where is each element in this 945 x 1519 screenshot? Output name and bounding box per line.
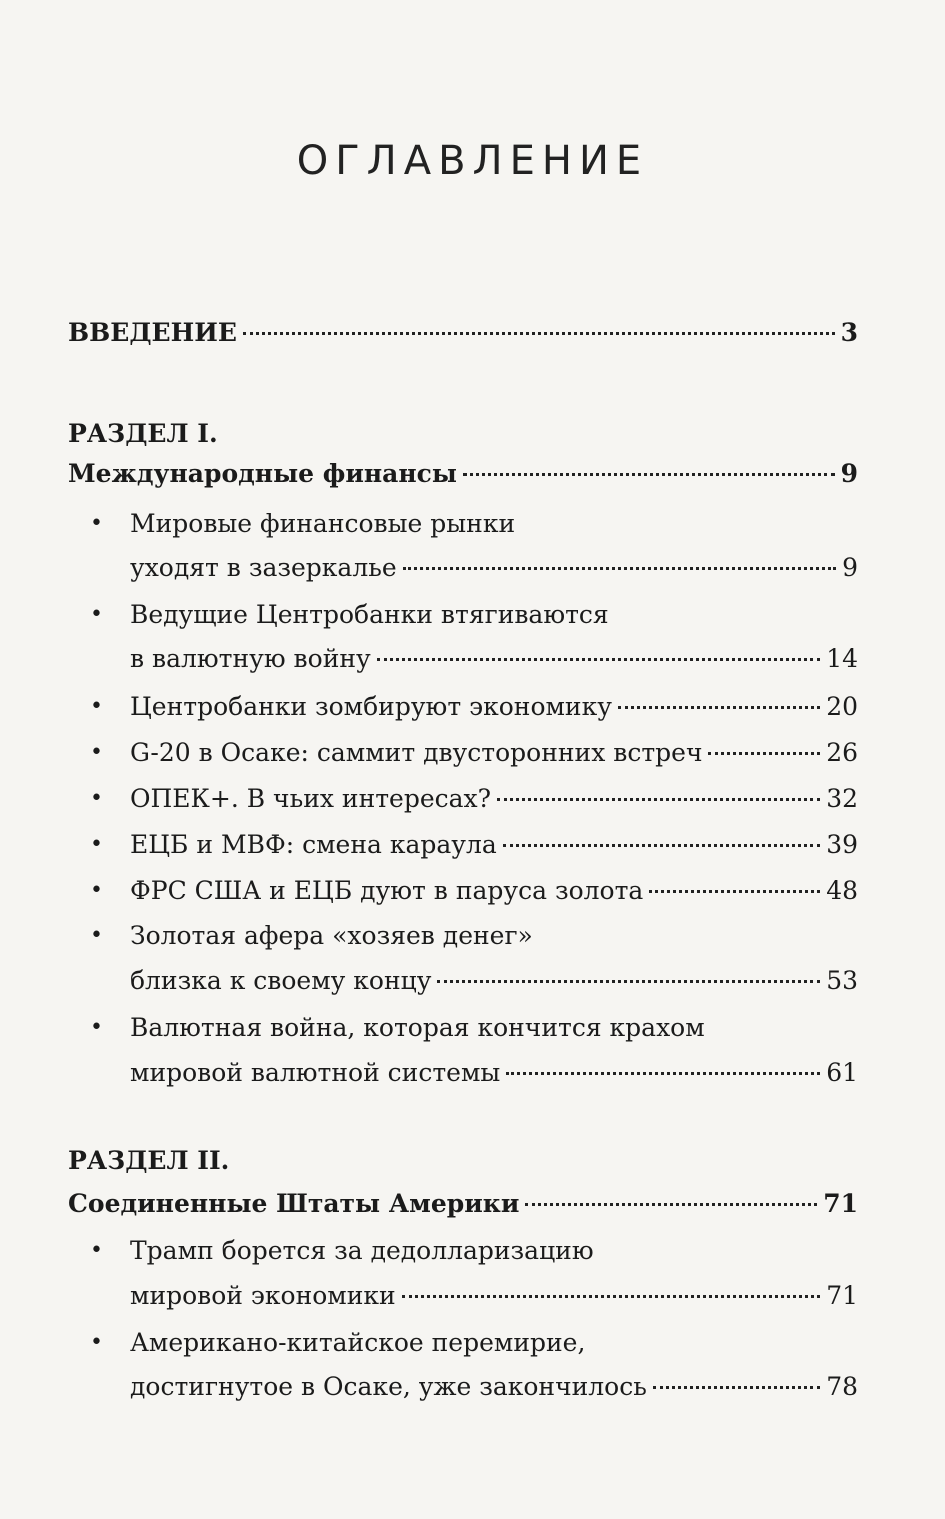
toc-entry[interactable] <box>130 545 858 590</box>
entry-label-line1: Золотая афера «хозяев денег» <box>130 921 533 950</box>
entry-label: в валютную войну <box>130 644 371 673</box>
dot-leader <box>402 1295 821 1298</box>
entry-page: 71 <box>823 1189 858 1218</box>
entry-label: ФРС США и ЕЦБ дуют в паруса золота <box>130 876 644 905</box>
entry-page: 39 <box>826 830 858 859</box>
entry-label: Соединенные Штаты Америки <box>68 1189 520 1218</box>
bullet-icon: • <box>90 1238 103 1263</box>
toc-entry[interactable] <box>130 1273 858 1318</box>
bullet-icon: • <box>90 878 103 903</box>
entry-page: 61 <box>826 1058 858 1087</box>
dot-leader <box>497 798 820 801</box>
page-title: ОГЛАВЛЕНИЕ <box>296 138 649 184</box>
toc-entry[interactable] <box>130 636 858 681</box>
entry-label-line1: Валютная война, которая кончится крахом <box>130 1013 705 1042</box>
entry-label: ЕЦБ и МВФ: смена караула <box>130 830 497 859</box>
dot-leader <box>503 844 820 847</box>
toc-entry-section-title[interactable] <box>68 451 858 496</box>
dot-leader <box>618 706 820 709</box>
entry-label: мировой валютной системы <box>130 1058 501 1087</box>
dot-leader <box>653 1386 820 1389</box>
entry-page: 32 <box>826 784 858 813</box>
entry-page: 9 <box>842 553 858 582</box>
entry-page: 20 <box>826 692 858 721</box>
entry-label: Центробанки зомбируют экономику <box>130 692 612 721</box>
entry-label-line1: Трамп борется за дедолларизацию <box>130 1236 594 1265</box>
entry-label: уходят в зазеркалье <box>130 553 397 582</box>
entry-page: 26 <box>826 738 858 767</box>
toc-entry[interactable] <box>130 1050 858 1095</box>
entry-page: 14 <box>826 644 858 673</box>
bullet-icon: • <box>90 923 103 948</box>
entry-label: достигнутое в Осаке, уже закончилось <box>130 1372 647 1401</box>
entry-label-line1: Мировые финансовые рынки <box>130 509 516 538</box>
section-heading: РАЗДЕЛ II. <box>68 1146 230 1175</box>
toc-entry[interactable] <box>130 684 858 729</box>
entry-label-line1: Ведущие Центробанки втягиваются <box>130 600 609 629</box>
entry-label: Международные финансы <box>68 459 457 488</box>
bullet-icon: • <box>90 694 103 719</box>
dot-leader <box>463 473 835 476</box>
toc-entry-section-title[interactable] <box>68 1181 858 1226</box>
entry-label-line1: Американо-китайское перемирие, <box>130 1328 586 1357</box>
toc-entry[interactable] <box>130 1364 858 1409</box>
toc-entry[interactable] <box>130 822 858 867</box>
dot-leader <box>649 890 820 893</box>
entry-page: 48 <box>826 876 858 905</box>
bullet-icon: • <box>90 1330 103 1355</box>
entry-label: ОПЕК+. В чьих интересах? <box>130 784 492 813</box>
dot-leader <box>437 980 820 983</box>
entry-label: ВВЕДЕНИЕ <box>68 318 237 347</box>
bullet-icon: • <box>90 511 103 536</box>
bullet-icon: • <box>90 602 103 627</box>
section-heading: РАЗДЕЛ I. <box>68 419 218 448</box>
toc-entry[interactable] <box>130 868 858 913</box>
toc-entry[interactable] <box>130 958 858 1003</box>
toc-entry-intro[interactable] <box>68 310 858 355</box>
dot-leader <box>377 658 820 661</box>
dot-leader <box>525 1203 817 1206</box>
entry-page: 9 <box>840 459 858 488</box>
dot-leader <box>243 332 835 335</box>
toc-entry[interactable] <box>130 730 858 775</box>
toc-entry[interactable] <box>130 776 858 821</box>
bullet-icon: • <box>90 832 103 857</box>
entry-page: 71 <box>826 1281 858 1310</box>
bullet-icon: • <box>90 740 103 765</box>
entry-label: близка к своему концу <box>130 966 432 995</box>
dot-leader <box>708 752 820 755</box>
dot-leader <box>506 1072 820 1075</box>
entry-page: 53 <box>826 966 858 995</box>
entry-page: 78 <box>826 1372 858 1401</box>
entry-label: мировой экономики <box>130 1281 396 1310</box>
entry-page: 3 <box>840 318 858 347</box>
bullet-icon: • <box>90 1015 103 1040</box>
dot-leader <box>403 567 836 570</box>
entry-label: G-20 в Осаке: саммит двусторонних встреч <box>130 738 703 767</box>
bullet-icon: • <box>90 786 103 811</box>
